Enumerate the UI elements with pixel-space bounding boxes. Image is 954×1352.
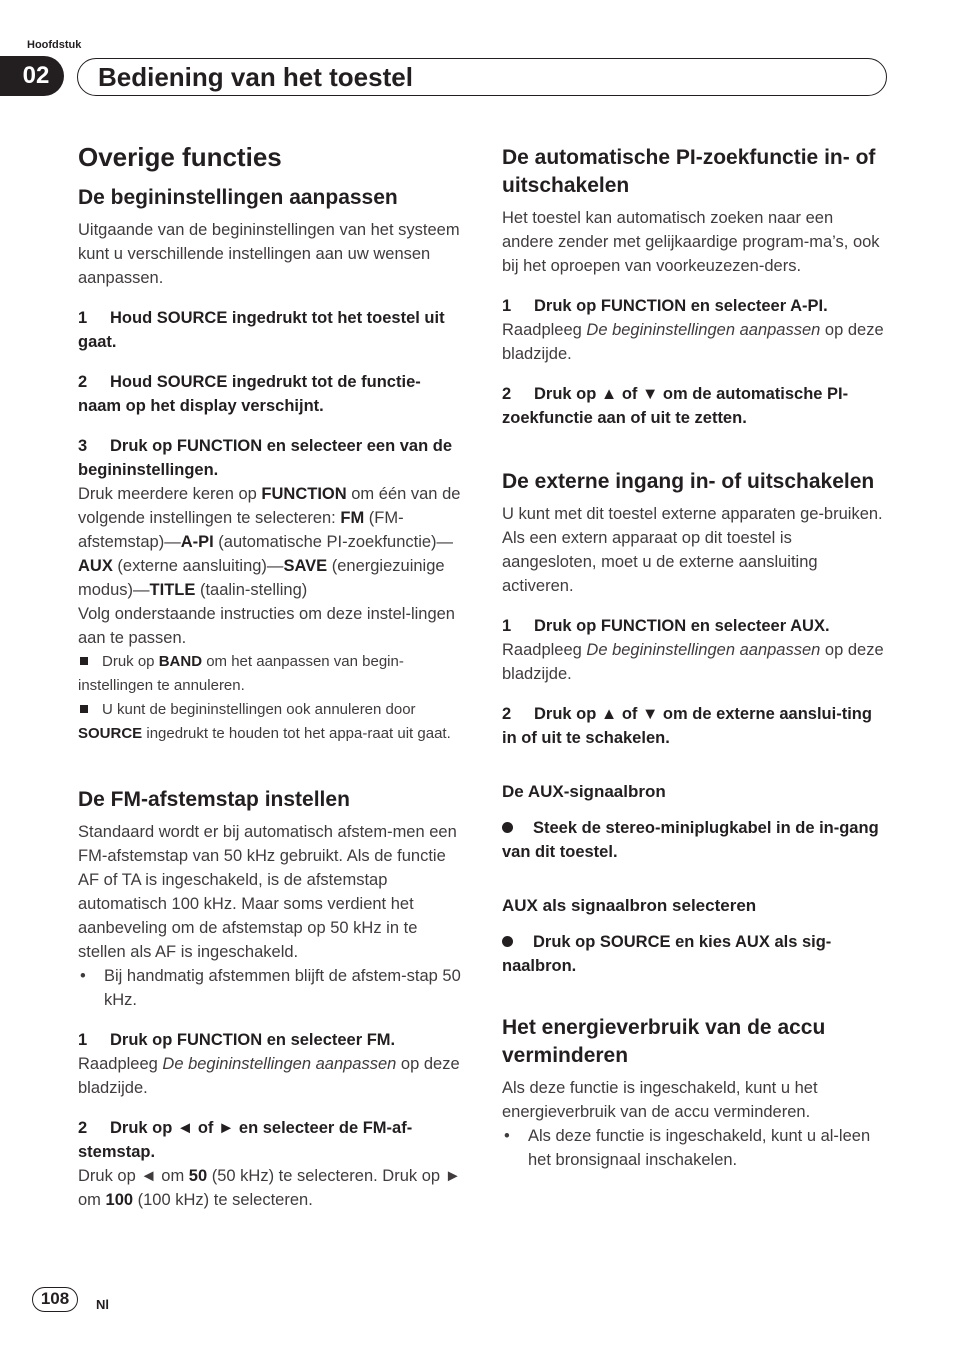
- section-title-fm-afstemstap: De FM-afstemstap instellen: [78, 788, 350, 811]
- chapter-label: Hoofdstuk: [27, 39, 82, 51]
- instructions-paragraph: Volg onderstaande instructies om deze instel-lingen aan te passen.: [78, 605, 455, 647]
- note-band: Druk op BAND om het aanpassen van begin-instellingen te annuleren.: [78, 653, 404, 694]
- step-2: 2 Houd SOURCE ingedrukt tot de functie-naam op het display verschijnt.: [78, 373, 421, 415]
- chapter-title-box: [77, 58, 887, 96]
- bullet-item: • Bij handmatig afstemmen blijft de afstem-stap 50 kHz.: [78, 964, 463, 1012]
- section-intro: U kunt met dit toestel externe apparaten ge-bruiken. Als een extern apparaat op dit toestel is aangesloten, moet u de externe aansluiting activeren.: [502, 505, 883, 595]
- step-1: 1 Druk op FUNCTION en selecteer A-PI.: [502, 297, 828, 315]
- step-3: 3 Druk op FUNCTION en selecteer een van de begininstellingen.: [78, 437, 453, 479]
- step-2: 2 Druk op ◄ of ► en selecteer de FM-af-stemstap.: [78, 1119, 413, 1161]
- page-number: 108: [32, 1287, 78, 1312]
- chapter-number: 02: [0, 56, 64, 96]
- note-square-icon: [80, 657, 88, 665]
- step-reference: Raadpleeg De begininstellingen aanpassen op deze bladzijde.: [502, 641, 884, 683]
- section-intro: Uitgaande van de begininstellingen van het systeem kunt u verschillende instellingen aan uw wensen aanpassen.: [78, 221, 460, 287]
- section-intro: Als deze functie is ingeschakeld, kunt u het energieverbruik van de accu verminderen.: [502, 1079, 818, 1121]
- step-2-description: Druk op ◄ om 50 (50 kHz) te selecteren. Druk op ► om 100 (100 kHz) te selecteren.: [78, 1167, 461, 1209]
- left-column: [78, 140, 463, 1212]
- subsection-title-aux-signaalbron: De AUX-signaalbron: [502, 782, 666, 801]
- step-1: 1 Druk op FUNCTION en selecteer FM.: [78, 1031, 396, 1049]
- section-intro: Standaard wordt er bij automatisch afstem-men een FM-afstemstap van 50 kHz gebruikt. Als de functie AF of TA is ingeschakeld, is de afstemstap automatisch 100 kHz. Maar soms verdient het aanbeveling om de afstemstap op 50 kHz in te stellen als AF is ingeschakeld.: [78, 823, 457, 961]
- subsection-title-aux-selecteren: AUX als signaalbron selecteren: [502, 896, 757, 915]
- right-column: [502, 144, 888, 1172]
- language-code: Nl: [96, 1297, 109, 1312]
- bullet-dot-icon: [502, 822, 513, 833]
- section-intro: Het toestel kan automatisch zoeken naar een andere zender met gelijkaardige program-ma’s, ook bij het oproepen van voorkeuzezen-ders.: [502, 209, 880, 275]
- section-title-begininstellingen: De begininstellingen aanpassen: [78, 186, 398, 209]
- step-2: 2 Druk op ▲ of ▼ om de externe aanslui-ting in of uit te schakelen.: [502, 705, 872, 747]
- note-source: U kunt de begininstellingen ook annuleren door SOURCE ingedrukt te houden tot het appa-raat uit gaat.: [78, 701, 451, 742]
- dot-step: Steek de stereo-miniplugkabel in de in-gang van dit toestel.: [502, 819, 879, 861]
- dot-step: Druk op SOURCE en kies AUX als sig-naalbron.: [502, 933, 832, 975]
- step-reference: Raadpleeg De begininstellingen aanpassen op deze bladzijde.: [502, 321, 884, 363]
- page-title: Overige functies: [78, 142, 282, 172]
- step-3-description: Druk meerdere keren op FUNCTION om één van de volgende instellingen te selecteren: FM (FM-afstemstap)—A-PI (automatische PI-zoekfunctie)—AUX (externe aansluiting)—SAVE (energiezuinige modus)—TITLE (taalin-stelling): [78, 485, 461, 599]
- note-square-icon: [80, 705, 88, 713]
- section-title-externe-ingang: De externe ingang in- of uitschakelen: [502, 470, 875, 493]
- step-1: 1 Houd SOURCE ingedrukt tot het toestel uit gaat.: [78, 309, 445, 351]
- section-title-pi-zoekfunctie: De automatische PI-zoekfunctie in- of uitschakelen: [502, 146, 876, 197]
- chapter-title: Bediening van het toestel: [98, 62, 413, 92]
- bullet-item: • Als deze functie is ingeschakeld, kunt u al-leen het bronsignaal inschakelen.: [502, 1124, 888, 1172]
- step-1: 1 Druk op FUNCTION en selecteer AUX.: [502, 617, 830, 635]
- step-reference: Raadpleeg De begininstellingen aanpassen op deze bladzijde.: [78, 1055, 460, 1097]
- step-2: 2 Druk op ▲ of ▼ om de automatische PI-zoekfunctie aan of uit te zetten.: [502, 385, 849, 427]
- bullet-dot-icon: [502, 936, 513, 947]
- section-title-energieverbruik: Het energieverbruik van de accu verminderen: [502, 1016, 826, 1067]
